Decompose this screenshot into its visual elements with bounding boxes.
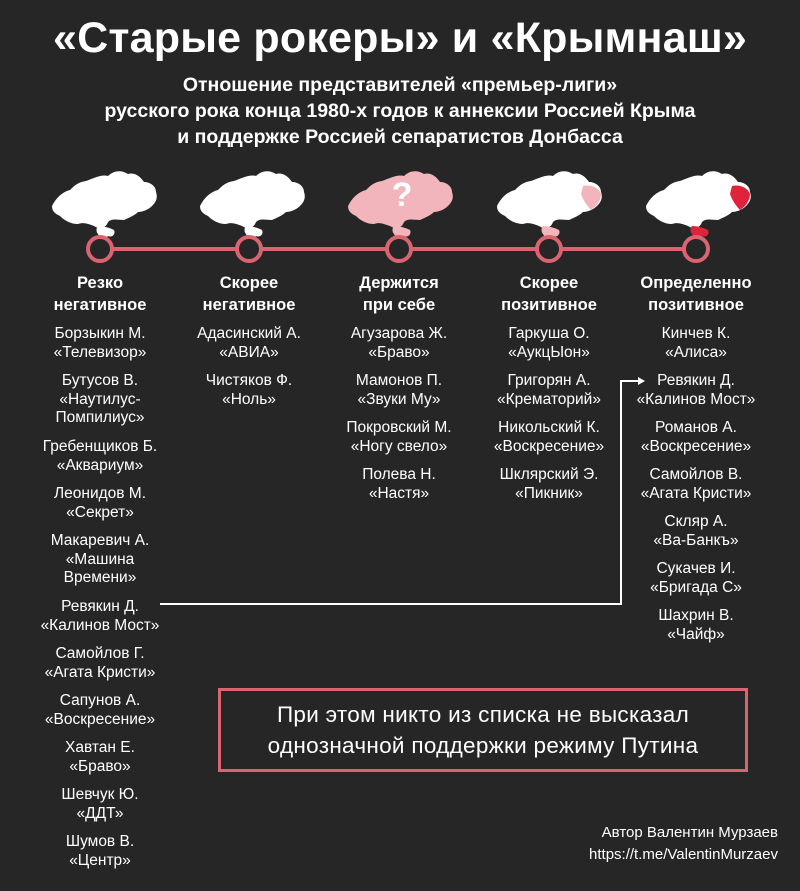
band-name: «Ногу свело» — [350, 437, 448, 455]
person-name: Романов А. — [655, 419, 737, 436]
band-name: «Ва-Банкъ» — [653, 531, 739, 549]
person-entry — [616, 372, 776, 409]
person-entry — [20, 325, 180, 362]
person-name: Леонидов М. — [53, 485, 147, 502]
band-name: «Центр» — [69, 851, 131, 869]
timeline-node — [537, 237, 561, 261]
band-name: «Наутилус- — [59, 390, 141, 408]
column-header-line: Скорее — [219, 274, 279, 292]
person-name: Чистяков Ф. — [205, 372, 293, 389]
map-ukraine-icon — [52, 171, 157, 238]
person-name: Никольский К. — [498, 419, 600, 436]
map-ukraine-red-icon — [646, 171, 751, 238]
band-name: «Браво» — [69, 757, 131, 775]
person-name: Кинчев К. — [661, 325, 731, 342]
person-name: Гребенщиков Б. — [42, 438, 158, 455]
band-name: «Агата Кристи» — [640, 484, 752, 502]
person-entry — [20, 598, 180, 635]
person-entry — [20, 739, 180, 776]
person-name: Шумов В. — [65, 833, 135, 850]
person-name: Агузарова Ж. — [350, 325, 448, 342]
band-name: «Чайф» — [667, 625, 725, 643]
column-header-line: при себе — [362, 296, 436, 314]
person-name: Самойлов Г. — [55, 645, 145, 662]
person-name: Борзыкин М. — [54, 325, 146, 342]
note-box — [218, 688, 748, 772]
band-name: «Ноль» — [222, 390, 276, 408]
band-name: «Калинов Мост» — [40, 616, 160, 634]
subtitle-line: русского рока конца 1980-х годов к аннексии Россией Крыма — [104, 100, 696, 122]
person-entry — [319, 372, 479, 409]
person-name: Шевчук Ю. — [61, 786, 139, 803]
subtitle-line: и поддержке Россией сепаратистов Донбасса — [177, 126, 623, 148]
person-name: Ревякин Д. — [61, 598, 139, 615]
author-credit — [589, 822, 778, 866]
column-header-line: позитивное — [501, 296, 597, 314]
band-name: «Машина — [65, 550, 135, 568]
opinion-column — [616, 272, 776, 643]
band-name: «Телевизор» — [53, 343, 147, 361]
person-name: Бутусов В. — [61, 372, 139, 389]
person-name: Самойлов В. — [649, 466, 743, 483]
person-name: Григорян А. — [507, 372, 591, 389]
opinion-column — [469, 272, 629, 502]
person-entry — [319, 325, 479, 362]
band-name: «Алиса» — [665, 343, 727, 361]
column-header-line: Резко — [76, 274, 124, 292]
band-name: Времени» — [63, 569, 137, 586]
person-name: Шклярский Э. — [499, 466, 599, 483]
person-entry — [469, 466, 629, 503]
column-header-line: Держится — [359, 274, 439, 292]
band-name: «АукцЫон» — [508, 343, 590, 361]
person-entry — [20, 786, 180, 823]
person-name: Полева Н. — [362, 466, 436, 483]
person-entry — [616, 607, 776, 644]
map-ukraine-pink-icon — [348, 171, 453, 238]
person-entry — [20, 485, 180, 522]
person-name: Мамонов П. — [355, 372, 443, 389]
person-name: Гаркуша О. — [508, 325, 590, 342]
opinion-column — [169, 272, 329, 408]
band-name: Помпилиус» — [55, 409, 145, 426]
person-entry — [169, 372, 329, 409]
person-entry — [616, 325, 776, 362]
author-link[interactable]: https://t.me/ValentinMurzaev — [589, 846, 778, 863]
note-line: При этом никто из списка не высказал — [276, 702, 690, 727]
timeline-node — [237, 237, 261, 261]
column-header — [20, 272, 180, 316]
band-name: «Аквариум» — [56, 456, 144, 474]
column-header-line: Определенно — [640, 274, 752, 292]
note-line: однозначной поддержки режиму Путина — [267, 733, 699, 758]
person-name: Скляр А. — [664, 513, 728, 530]
band-name: «Калинов Мост» — [636, 390, 756, 408]
person-name: Сукачев И. — [656, 560, 736, 577]
timeline-node — [88, 237, 112, 261]
person-entry — [616, 466, 776, 503]
person-entry — [20, 833, 180, 870]
person-entry — [319, 419, 479, 456]
person-name: Макаревич А. — [50, 532, 150, 549]
band-name: «Крематорий» — [497, 390, 601, 408]
band-name: «Звуки Му» — [357, 390, 441, 408]
person-entry — [20, 645, 180, 682]
person-name: Адасинский А. — [197, 325, 301, 342]
column-header — [319, 272, 479, 316]
person-entry — [20, 692, 180, 729]
column-header-line: негативное — [53, 296, 147, 314]
band-name: «Секрет» — [66, 503, 134, 521]
person-name: Хавтан Е. — [65, 739, 135, 756]
band-name: «Воскресение» — [493, 437, 605, 455]
page-title: «Старые рокеры» и «Крымнаш» — [53, 14, 747, 62]
subtitle-line: Отношение представителей «премьер-лиги» — [182, 74, 618, 96]
band-name: «ДДТ» — [76, 804, 124, 822]
person-entry — [616, 560, 776, 597]
timeline-node — [387, 237, 411, 261]
column-header-line: позитивное — [648, 296, 744, 314]
person-entry — [20, 532, 180, 588]
person-entry — [20, 438, 180, 475]
band-name: «Воскресение» — [44, 710, 156, 728]
band-name: «Браво» — [368, 343, 430, 361]
person-entry — [616, 419, 776, 456]
person-name: Покровский М. — [346, 419, 452, 436]
column-header — [169, 272, 329, 316]
question-mark: ? — [391, 176, 413, 214]
band-name: «АВИА» — [219, 343, 279, 361]
person-entry — [469, 325, 629, 362]
band-name: «Воскресение» — [640, 437, 752, 455]
person-entry — [469, 372, 629, 409]
person-entry — [319, 466, 479, 503]
column-header-line: Скорее — [519, 274, 579, 292]
map-ukraine-partial-icon — [497, 171, 602, 238]
person-entry — [616, 513, 776, 550]
opinion-column — [20, 272, 180, 869]
band-name: «Пикник» — [515, 484, 583, 502]
column-header-line: негативное — [202, 296, 296, 314]
map-ukraine-icon — [200, 171, 305, 238]
person-name: Шахрин В. — [658, 607, 734, 624]
person-entry — [20, 372, 180, 428]
band-name: «Бригада С» — [650, 578, 742, 596]
person-entry — [469, 419, 629, 456]
person-entry — [169, 325, 329, 362]
timeline-node — [684, 237, 708, 261]
person-name: Ревякин Д. — [657, 372, 735, 389]
opinion-column — [319, 272, 479, 502]
person-name: Сапунов А. — [59, 692, 141, 709]
author-name: Автор Валентин Мурзаев — [601, 824, 778, 841]
band-name: «Агата Кристи» — [44, 663, 156, 681]
band-name: «Настя» — [368, 484, 430, 502]
column-header — [469, 272, 629, 316]
column-header — [616, 272, 776, 316]
